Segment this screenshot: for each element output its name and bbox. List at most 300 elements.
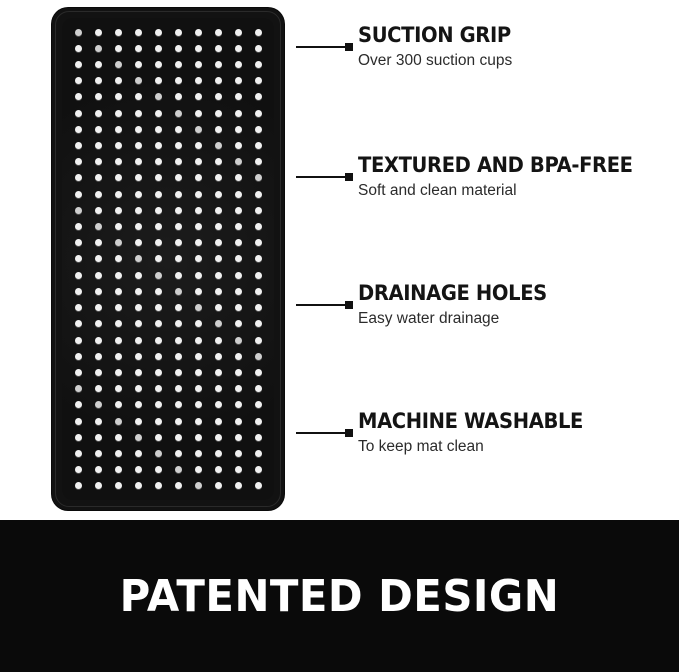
suction-cup-dot <box>95 369 102 376</box>
suction-cup-dot <box>115 191 122 198</box>
suction-cup-dot <box>155 191 162 198</box>
feature-subtitle: Over 300 suction cups <box>358 52 513 70</box>
suction-cup-dot <box>235 320 242 327</box>
suction-cup-dot <box>135 191 142 198</box>
suction-cup-dot <box>75 77 82 84</box>
suction-cup-dot <box>235 158 242 165</box>
suction-cup-dot <box>195 239 202 246</box>
suction-cup-dot <box>195 61 202 68</box>
suction-cup-dot <box>175 126 182 133</box>
suction-cup-dot <box>215 255 222 262</box>
suction-cup-dot <box>175 110 182 117</box>
suction-cup-dot <box>235 304 242 311</box>
suction-cup-dot <box>75 434 82 441</box>
suction-cup-dot <box>235 353 242 360</box>
suction-cup-dot <box>215 77 222 84</box>
suction-cup-dot <box>255 77 262 84</box>
suction-cup-dot <box>75 401 82 408</box>
suction-cup-dot <box>255 369 262 376</box>
suction-cup-dot <box>135 304 142 311</box>
suction-cup-dot <box>155 142 162 149</box>
suction-cup-dot <box>195 450 202 457</box>
suction-cup-dot <box>75 239 82 246</box>
suction-cup-dot <box>115 385 122 392</box>
suction-cup-dot <box>235 369 242 376</box>
feature-title: MACHINE WASHABLE <box>358 409 584 433</box>
suction-cup-dot <box>195 255 202 262</box>
suction-cup-dot <box>175 255 182 262</box>
suction-cup-dot <box>75 418 82 425</box>
suction-cup-dot <box>135 45 142 52</box>
feature-subtitle: Soft and clean material <box>358 182 517 200</box>
suction-cup-dot <box>135 401 142 408</box>
suction-cup-dot <box>135 110 142 117</box>
suction-cup-dot <box>235 223 242 230</box>
suction-cup-dot <box>215 385 222 392</box>
feature-text <box>358 24 668 71</box>
suction-cup-dot <box>75 191 82 198</box>
suction-cup-dot <box>255 126 262 133</box>
suction-cup-dot <box>135 158 142 165</box>
suction-cup-dot <box>155 29 162 36</box>
suction-cup-dot <box>255 272 262 279</box>
suction-cup-dot <box>115 174 122 181</box>
suction-cup-dot <box>175 288 182 295</box>
suction-cup-dot <box>255 191 262 198</box>
suction-cup-dot <box>135 272 142 279</box>
suction-cup-dot <box>155 45 162 52</box>
suction-cup-dot <box>75 174 82 181</box>
suction-cup-dot <box>235 401 242 408</box>
suction-cup-dot <box>175 29 182 36</box>
suction-cup-grid <box>68 24 268 494</box>
suction-cup-dot <box>175 158 182 165</box>
suction-cup-dot <box>95 353 102 360</box>
suction-cup-dot <box>175 207 182 214</box>
suction-cup-dot <box>95 142 102 149</box>
suction-cup-dot <box>175 450 182 457</box>
suction-cup-dot <box>235 110 242 117</box>
feature-text <box>358 282 668 329</box>
suction-cup-dot <box>235 61 242 68</box>
suction-cup-dot <box>235 45 242 52</box>
suction-cup-dot <box>135 482 142 489</box>
suction-cup-dot <box>95 401 102 408</box>
feature-callout-textured-bpa-free <box>296 154 668 201</box>
suction-cup-dot <box>215 93 222 100</box>
suction-cup-dot <box>115 288 122 295</box>
suction-cup-dot <box>155 482 162 489</box>
suction-cup-dot <box>75 369 82 376</box>
suction-cup-dot <box>95 337 102 344</box>
suction-cup-dot <box>175 466 182 473</box>
suction-cup-dot <box>155 418 162 425</box>
suction-cup-dot <box>95 223 102 230</box>
suction-cup-dot <box>235 239 242 246</box>
suction-cup-dot <box>75 126 82 133</box>
suction-cup-dot <box>115 126 122 133</box>
suction-cup-dot <box>155 369 162 376</box>
suction-cup-dot <box>235 337 242 344</box>
suction-cup-dot <box>75 61 82 68</box>
suction-cup-dot <box>155 77 162 84</box>
suction-cup-dot <box>75 110 82 117</box>
suction-cup-dot <box>155 320 162 327</box>
suction-cup-dot <box>255 450 262 457</box>
suction-cup-dot <box>235 482 242 489</box>
suction-cup-dot <box>75 142 82 149</box>
feature-title: SUCTION GRIP <box>358 23 511 47</box>
suction-cup-dot <box>255 93 262 100</box>
suction-cup-dot <box>115 239 122 246</box>
leader-line-icon <box>296 304 352 306</box>
suction-cup-dot <box>155 385 162 392</box>
feature-title: DRAINAGE HOLES <box>358 281 547 305</box>
suction-cup-dot <box>175 418 182 425</box>
suction-cup-dot <box>195 304 202 311</box>
suction-cup-dot <box>95 45 102 52</box>
suction-cup-dot <box>235 466 242 473</box>
suction-cup-dot <box>95 304 102 311</box>
suction-cup-dot <box>135 353 142 360</box>
suction-cup-dot <box>235 191 242 198</box>
suction-cup-dot <box>135 337 142 344</box>
suction-cup-dot <box>235 207 242 214</box>
leader-line-icon <box>296 432 352 434</box>
suction-cup-dot <box>155 158 162 165</box>
suction-cup-dot <box>175 401 182 408</box>
suction-cup-dot <box>75 223 82 230</box>
suction-cup-dot <box>175 320 182 327</box>
suction-cup-dot <box>95 320 102 327</box>
suction-cup-dot <box>235 142 242 149</box>
suction-cup-dot <box>235 77 242 84</box>
suction-cup-dot <box>155 434 162 441</box>
leader-line-icon <box>296 176 352 178</box>
suction-cup-dot <box>235 29 242 36</box>
suction-cup-dot <box>75 255 82 262</box>
suction-cup-dot <box>135 434 142 441</box>
suction-cup-dot <box>75 353 82 360</box>
suction-cup-dot <box>155 288 162 295</box>
suction-cup-dot <box>195 369 202 376</box>
suction-cup-dot <box>135 142 142 149</box>
suction-cup-dot <box>155 337 162 344</box>
suction-cup-dot <box>195 77 202 84</box>
suction-cup-dot <box>195 385 202 392</box>
suction-cup-dot <box>235 126 242 133</box>
suction-cup-dot <box>95 288 102 295</box>
suction-cup-dot <box>95 385 102 392</box>
suction-cup-dot <box>175 142 182 149</box>
suction-cup-dot <box>215 29 222 36</box>
suction-cup-dot <box>215 466 222 473</box>
suction-cup-dot <box>115 142 122 149</box>
suction-cup-dot <box>255 320 262 327</box>
feature-callout-machine-washable <box>296 410 668 457</box>
suction-cup-dot <box>75 304 82 311</box>
suction-cup-dot <box>255 434 262 441</box>
feature-text <box>358 154 668 201</box>
suction-cup-dot <box>255 158 262 165</box>
suction-cup-dot <box>155 304 162 311</box>
suction-cup-dot <box>95 77 102 84</box>
suction-cup-dot <box>155 110 162 117</box>
suction-cup-dot <box>135 239 142 246</box>
suction-cup-dot <box>135 126 142 133</box>
suction-cup-dot <box>115 45 122 52</box>
suction-cup-dot <box>175 385 182 392</box>
suction-cup-dot <box>175 434 182 441</box>
suction-cup-dot <box>175 337 182 344</box>
suction-cup-dot <box>155 272 162 279</box>
suction-cup-dot <box>195 29 202 36</box>
suction-cup-dot <box>95 434 102 441</box>
suction-cup-dot <box>255 45 262 52</box>
suction-cup-dot <box>175 239 182 246</box>
suction-cup-dot <box>215 174 222 181</box>
suction-cup-dot <box>75 272 82 279</box>
suction-cup-dot <box>235 174 242 181</box>
suction-cup-dot <box>255 61 262 68</box>
suction-cup-dot <box>255 223 262 230</box>
suction-cup-dot <box>115 418 122 425</box>
suction-cup-dot <box>135 93 142 100</box>
suction-cup-dot <box>115 304 122 311</box>
suction-cup-dot <box>215 207 222 214</box>
suction-cup-dot <box>75 158 82 165</box>
suction-cup-dot <box>175 191 182 198</box>
suction-cup-dot <box>175 223 182 230</box>
suction-cup-dot <box>215 434 222 441</box>
suction-cup-dot <box>195 158 202 165</box>
suction-cup-dot <box>175 304 182 311</box>
suction-cup-dot <box>135 418 142 425</box>
suction-cup-dot <box>75 320 82 327</box>
suction-cup-dot <box>195 418 202 425</box>
suction-cup-dot <box>135 320 142 327</box>
suction-cup-dot <box>75 466 82 473</box>
suction-cup-dot <box>95 158 102 165</box>
suction-cup-dot <box>115 61 122 68</box>
suction-cup-dot <box>115 223 122 230</box>
suction-cup-dot <box>235 418 242 425</box>
suction-cup-dot <box>175 77 182 84</box>
suction-cup-dot <box>195 110 202 117</box>
suction-cup-dot <box>255 288 262 295</box>
suction-cup-dot <box>235 288 242 295</box>
suction-cup-dot <box>155 239 162 246</box>
suction-cup-dot <box>215 418 222 425</box>
suction-cup-dot <box>135 61 142 68</box>
suction-cup-dot <box>115 450 122 457</box>
suction-cup-dot <box>95 418 102 425</box>
suction-cup-dot <box>195 353 202 360</box>
suction-cup-dot <box>195 207 202 214</box>
suction-cup-dot <box>95 29 102 36</box>
suction-cup-dot <box>155 93 162 100</box>
suction-cup-dot <box>255 174 262 181</box>
suction-cup-dot <box>135 288 142 295</box>
suction-cup-dot <box>155 223 162 230</box>
suction-cup-dot <box>195 142 202 149</box>
suction-cup-dot <box>195 320 202 327</box>
suction-cup-dot <box>235 255 242 262</box>
suction-cup-dot <box>155 126 162 133</box>
suction-cup-dot <box>155 450 162 457</box>
suction-cup-dot <box>235 385 242 392</box>
suction-cup-dot <box>95 174 102 181</box>
suction-cup-dot <box>95 466 102 473</box>
suction-cup-dot <box>255 353 262 360</box>
suction-cup-dot <box>135 223 142 230</box>
suction-cup-dot <box>75 337 82 344</box>
suction-cup-dot <box>195 223 202 230</box>
suction-cup-dot <box>215 45 222 52</box>
suction-cup-dot <box>215 337 222 344</box>
suction-cup-dot <box>75 93 82 100</box>
suction-cup-dot <box>95 93 102 100</box>
suction-cup-dot <box>215 272 222 279</box>
suction-cup-dot <box>255 401 262 408</box>
suction-cup-dot <box>215 61 222 68</box>
suction-cup-dot <box>195 466 202 473</box>
suction-cup-dot <box>195 126 202 133</box>
suction-cup-dot <box>195 93 202 100</box>
suction-cup-dot <box>175 61 182 68</box>
suction-cup-dot <box>135 450 142 457</box>
suction-cup-dot <box>215 191 222 198</box>
suction-cup-dot <box>175 353 182 360</box>
suction-cup-dot <box>75 385 82 392</box>
suction-cup-dot <box>115 77 122 84</box>
feature-callout-suction-grip <box>296 24 668 71</box>
suction-cup-dot <box>195 45 202 52</box>
suction-cup-dot <box>215 353 222 360</box>
suction-cup-dot <box>215 369 222 376</box>
suction-cup-dot <box>115 434 122 441</box>
suction-cup-dot <box>195 191 202 198</box>
suction-cup-dot <box>115 482 122 489</box>
suction-cup-dot <box>235 434 242 441</box>
suction-cup-dot <box>115 337 122 344</box>
suction-cup-dot <box>135 77 142 84</box>
suction-cup-dot <box>95 110 102 117</box>
suction-cup-dot <box>255 385 262 392</box>
suction-cup-dot <box>175 93 182 100</box>
suction-cup-dot <box>135 207 142 214</box>
suction-cup-dot <box>115 320 122 327</box>
suction-cup-dot <box>215 142 222 149</box>
suction-cup-dot <box>115 29 122 36</box>
suction-cup-dot <box>255 239 262 246</box>
suction-cup-dot <box>155 466 162 473</box>
suction-cup-dot <box>255 304 262 311</box>
suction-cup-dot <box>215 401 222 408</box>
suction-cup-dot <box>255 482 262 489</box>
suction-cup-dot <box>115 466 122 473</box>
suction-cup-dot <box>95 482 102 489</box>
suction-cup-dot <box>135 174 142 181</box>
suction-cup-dot <box>115 369 122 376</box>
suction-cup-dot <box>75 207 82 214</box>
suction-cup-dot <box>255 255 262 262</box>
suction-cup-dot <box>115 207 122 214</box>
suction-cup-dot <box>195 337 202 344</box>
suction-cup-dot <box>175 174 182 181</box>
suction-cup-dot <box>195 288 202 295</box>
feature-title: TEXTURED AND BPA-FREE <box>358 153 633 177</box>
suction-cup-dot <box>235 93 242 100</box>
suction-cup-dot <box>75 45 82 52</box>
bottom-banner <box>0 520 679 672</box>
bath-mat-image <box>52 8 284 510</box>
suction-cup-dot <box>255 207 262 214</box>
suction-cup-dot <box>155 174 162 181</box>
suction-cup-dot <box>175 45 182 52</box>
suction-cup-dot <box>75 482 82 489</box>
suction-cup-dot <box>155 401 162 408</box>
suction-cup-dot <box>155 255 162 262</box>
feature-subtitle: To keep mat clean <box>358 438 484 456</box>
suction-cup-dot <box>155 61 162 68</box>
suction-cup-dot <box>115 255 122 262</box>
suction-cup-dot <box>75 450 82 457</box>
suction-cup-dot <box>95 207 102 214</box>
suction-cup-dot <box>215 223 222 230</box>
suction-cup-dot <box>115 272 122 279</box>
suction-cup-dot <box>95 239 102 246</box>
suction-cup-dot <box>115 93 122 100</box>
suction-cup-dot <box>215 239 222 246</box>
suction-cup-dot <box>195 434 202 441</box>
suction-cup-dot <box>215 450 222 457</box>
feature-callout-drainage-holes <box>296 282 668 329</box>
leader-line-icon <box>296 46 352 48</box>
suction-cup-dot <box>75 288 82 295</box>
suction-cup-dot <box>215 110 222 117</box>
suction-cup-dot <box>215 288 222 295</box>
suction-cup-dot <box>155 207 162 214</box>
suction-cup-dot <box>215 158 222 165</box>
feature-text <box>358 410 668 457</box>
feature-subtitle: Easy water drainage <box>358 310 500 328</box>
suction-cup-dot <box>135 255 142 262</box>
suction-cup-dot <box>135 29 142 36</box>
suction-cup-dot <box>175 272 182 279</box>
suction-cup-dot <box>175 482 182 489</box>
suction-cup-dot <box>215 320 222 327</box>
suction-cup-dot <box>255 142 262 149</box>
suction-cup-dot <box>255 466 262 473</box>
suction-cup-dot <box>95 61 102 68</box>
suction-cup-dot <box>95 255 102 262</box>
suction-cup-dot <box>255 418 262 425</box>
suction-cup-dot <box>215 482 222 489</box>
suction-cup-dot <box>95 126 102 133</box>
suction-cup-dot <box>255 29 262 36</box>
suction-cup-dot <box>95 450 102 457</box>
suction-cup-dot <box>195 272 202 279</box>
suction-cup-dot <box>95 191 102 198</box>
banner-headline: PATENTED DESIGN <box>119 570 560 622</box>
suction-cup-dot <box>215 126 222 133</box>
suction-cup-dot <box>215 304 222 311</box>
suction-cup-dot <box>155 353 162 360</box>
suction-cup-dot <box>115 158 122 165</box>
suction-cup-dot <box>175 369 182 376</box>
suction-cup-dot <box>115 110 122 117</box>
